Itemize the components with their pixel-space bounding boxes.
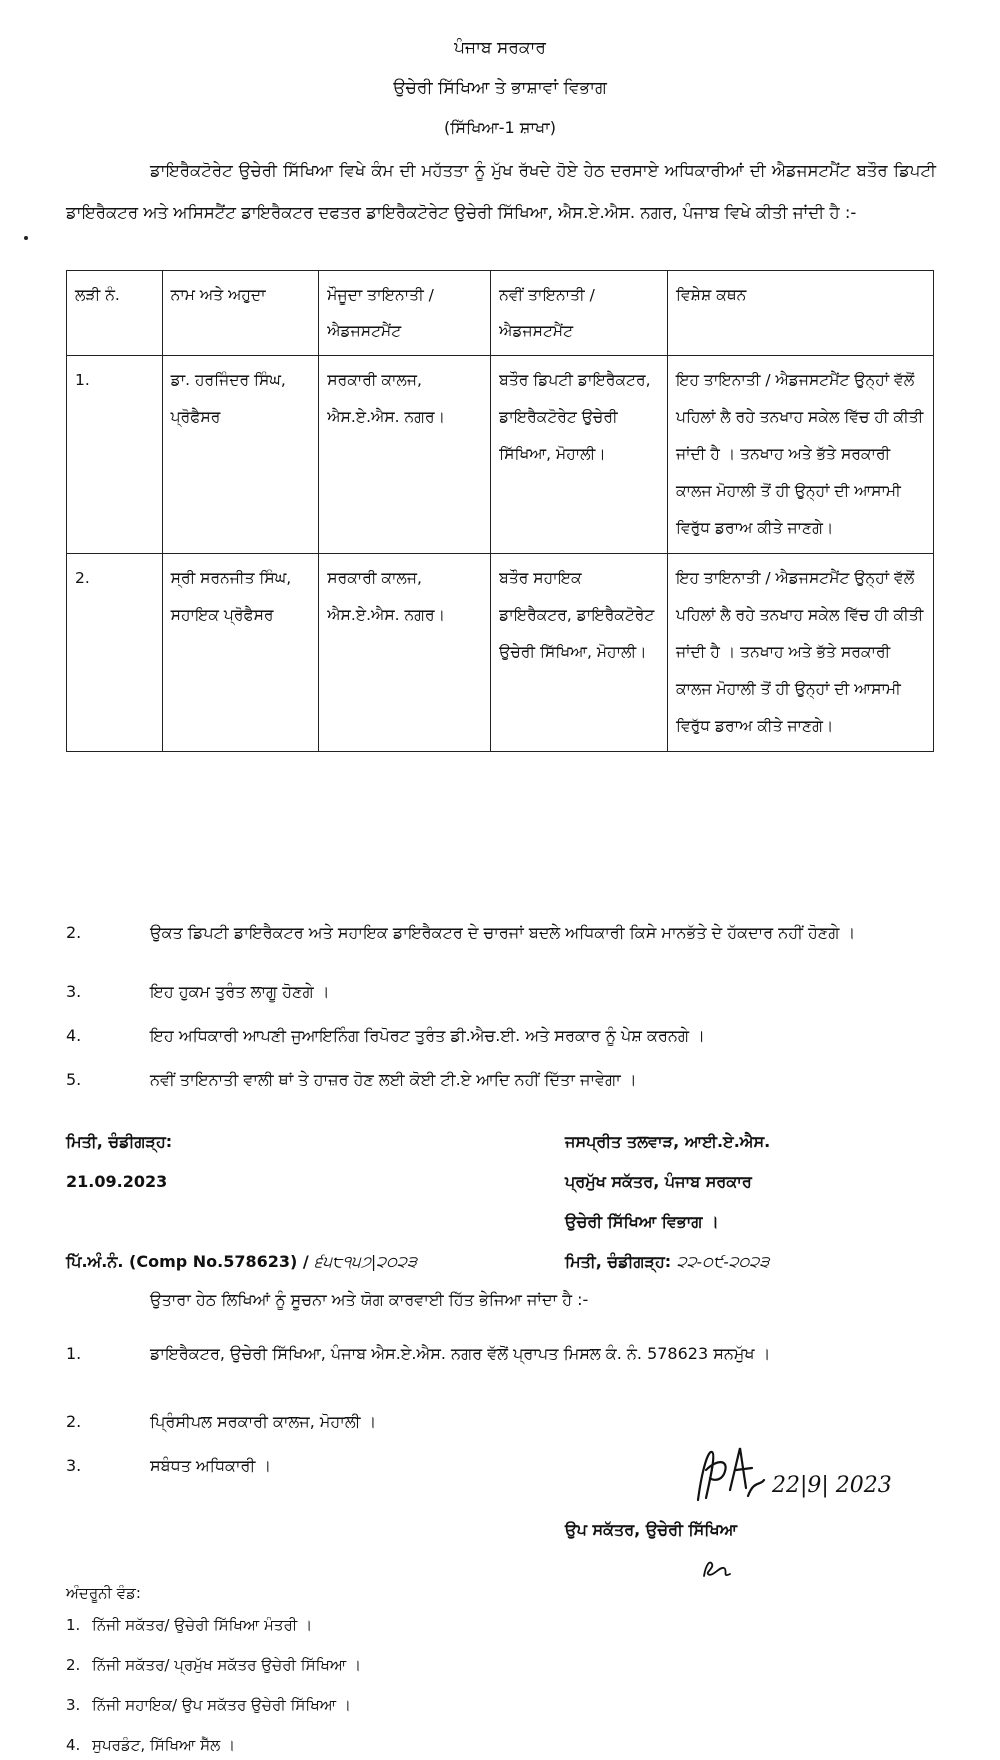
header-government: ਪੰਜਾਬ ਸਰਕਾਰ xyxy=(454,38,546,58)
endorsement-date-label: ਮਿਤੀ, ਚੰਡੀਗੜ੍ਹ: xyxy=(565,1252,672,1271)
signature-scribble xyxy=(690,1440,930,1520)
reference-prefix: ਪਿੱ.ਅੰ.ਨੰ. (Comp No.578623) / xyxy=(66,1252,309,1271)
copy-text: ਪ੍ਰਿੰਸੀਪਲ ਸਰਕਾਰੀ ਕਾਲਜ, ਮੋਹਾਲੀ । xyxy=(150,1412,377,1431)
internal-number: 1. xyxy=(66,1616,81,1634)
cell-name: ਡਾ. ਹਰਜਿੰਦਰ ਸਿੰਘ, ਪ੍ਰੋਫੈਸਰ xyxy=(162,356,319,554)
header-serial: ਲੜੀ ਨੰ. xyxy=(67,271,163,356)
point-number: 3. xyxy=(66,982,82,1001)
point-number: 4. xyxy=(66,1026,82,1045)
internal-text: ਨਿੱਜੀ ਸਕੱਤਰ/ ਪ੍ਰਮੁੱਖ ਸਕੱਤਰ ਉਚੇਰੀ ਸਿੱਖਿਆ । xyxy=(92,1656,362,1674)
handwritten-initial xyxy=(700,1556,734,1587)
cell-serial: 2. xyxy=(67,554,163,752)
point-text: ਇਹ ਹੁਕਮ ਤੁਰੰਤ ਲਾਗੂ ਹੋਣਗੇ । xyxy=(150,982,330,1001)
copy-text: ਡਾਇਰੈਕਟਰ, ਉਚੇਰੀ ਸਿੱਖਿਆ, ਪੰਜਾਬ ਐਸ.ਏ.ਐਸ. ਨਗਰ ਵੱਲੋਂ ਪ੍ਰਾਪਤ ਮਿਸਲ ਕੰ. ਨੰ. 578623 ਸਨਮੁੱਖ । xyxy=(150,1344,771,1363)
table-row xyxy=(67,356,934,554)
copy-number: 2. xyxy=(66,1412,82,1431)
endorsement-date xyxy=(565,1252,769,1272)
cell-new-posting: ਬਤੌਰ ਡਿਪਟੀ ਡਾਇਰੈਕਟਰ, ਡਾਇਰੈਕਟੋਰੇਟ ਉਚੇਰੀ ਸਿੱਖਿਆ, ਮੋਹਾਲੀ। xyxy=(491,356,668,554)
header-current-posting: ਮੌਜੂਦਾ ਤਾਇਨਾਤੀ / ਐਡਜਸਟਮੈਂਟ xyxy=(319,271,491,356)
copy-text: ਸਬੰਧਤ ਅਧਿਕਾਰੀ । xyxy=(150,1456,272,1475)
officer-department: ਉਚੇਰੀ ਸਿੱਖਿਆ ਵਿਭਾਗ । xyxy=(565,1212,719,1231)
internal-number: 3. xyxy=(66,1696,81,1714)
internal-text: ਸੁਪਰਡੰਟ, ਸਿੱਖਿਆ ਸੈੱਲ । xyxy=(92,1736,236,1754)
signature-date: 22|9| 2023 xyxy=(772,1473,892,1498)
cell-current-posting: ਸਰਕਾਰੀ ਕਾਲਜ, ਐਸ.ਏ.ਐਸ. ਨਗਰ। xyxy=(319,356,491,554)
cell-new-posting: ਬਤੌਰ ਸਹਾਇਕ ਡਾਇਰੈਕਟਰ, ਡਾਇਰੈਕਟੋਰੇਟ ਉਚੇਰੀ ਸਿੱਖਿਆ, ਮੋਹਾਲੀ। xyxy=(491,554,668,752)
intro-paragraph: ਡਾਇਰੈਕਟੋਰੇਟ ਉਚੇਰੀ ਸਿੱਖਿਆ ਵਿਖੇ ਕੰਮ ਦੀ ਮਹੱਤਤਾ ਨੂੰ ਮੁੱਖ ਰੱਖਦੇ ਹੋਏ ਹੇਠ ਦਰਸਾਏ ਅਧਿਕਾਰੀਆਂ ਦੀ ਐਡਜਸਟਮੈਂਟ ਬਤੌਰ ਡਿਪਟੀ ਡਾਇਰੈਕਟਰ ਅਤੇ ਅਸਿਸਟੈਂਟ ਡਾਇਰੈਕਟਰ ਦਫਤਰ ਡਾਇਰੈਕਟੋਰੇਟ ਉਚੇਰੀ ਸਿੱਖਿਆ, ਐਸ.ਏ.ਐਸ. ਨਗਰ, ਪੰਜਾਬ ਵਿਖੇ ਕੀਤੀ ਜਾਂਦੀ ਹੈ :- xyxy=(66,161,936,222)
point-2 xyxy=(66,912,936,954)
point-text: ਨਵੀਂ ਤਾਇਨਾਤੀ ਵਾਲੀ ਥਾਂ ਤੇ ਹਾਜ਼ਰ ਹੋਣ ਲਈ ਕੋਈ ਟੀ.ਏ ਆਦਿ ਨਹੀਂ ਦਿੱਤਾ ਜਾਵੇਗਾ । xyxy=(150,1070,637,1089)
internal-item-3 xyxy=(66,1696,351,1714)
initial-scribble xyxy=(700,1556,734,1582)
endorsement-date-handwritten: ੨੨-੦੯-੨੦੨੩ xyxy=(676,1252,770,1271)
internal-text: ਨਿੱਜੀ ਸਕੱਤਰ/ ਉਚੇਰੀ ਸਿੱਖਿਆ ਮੰਤਰੀ । xyxy=(92,1616,313,1634)
cell-current-posting: ਸਰਕਾਰੀ ਕਾਲਜ, ਐਸ.ਏ.ਐਸ. ਨਗਰ। xyxy=(319,554,491,752)
copy-number: 1. xyxy=(66,1344,82,1363)
point-3 xyxy=(66,982,936,1002)
point-4 xyxy=(66,1026,936,1046)
point-number: 5. xyxy=(66,1070,82,1089)
internal-item-2 xyxy=(66,1656,361,1674)
point-text: ਇਹ ਅਧਿਕਾਰੀ ਆਪਣੀ ਜੁਆਇਨਿੰਗ ਰਿਪੋਰਟ ਤੁਰੰਤ ਡੀ.ਐਚ.ਈ. ਅਤੇ ਸਰਕਾਰ ਨੂੰ ਪੇਸ਼ ਕਰਨਗੇ । xyxy=(150,1026,705,1045)
header-remarks: ਵਿਸ਼ੇਸ਼ ਕਥਨ xyxy=(667,271,933,356)
order-date: 21.09.2023 xyxy=(66,1172,168,1191)
margin-dot xyxy=(24,236,28,240)
cell-serial: 1. xyxy=(67,356,163,554)
handwritten-signature xyxy=(690,1440,930,1525)
officer-title: ਪ੍ਰਮੁੱਖ ਸਕੱਤਰ, ਪੰਜਾਬ ਸਰਕਾਰ xyxy=(565,1172,752,1191)
header-department: ਉਚੇਰੀ ਸਿੱਖਿਆ ਤੇ ਭਾਸ਼ਾਵਾਂ ਵਿਭਾਗ xyxy=(393,78,607,98)
header-name: ਨਾਮ ਅਤੇ ਅਹੁਦਾ xyxy=(162,271,319,356)
internal-item-4 xyxy=(66,1736,235,1754)
internal-number: 2. xyxy=(66,1656,81,1674)
officer-name: ਜਸਪ੍ਰੀਤ ਤਲਵਾੜ, ਆਈ.ਏ.ਐਸ. xyxy=(565,1132,771,1151)
point-5 xyxy=(66,1070,936,1090)
copy-intro: ਉਤਾਰਾ ਹੇਠ ਲਿਖਿਆਂ ਨੂੰ ਸੂਚਨਾ ਅਤੇ ਯੋਗ ਕਾਰਵਾਈ ਹਿੱਤ ਭੇਜਿਆ ਜਾਂਦਾ ਹੈ :- xyxy=(150,1290,589,1309)
copy-number: 3. xyxy=(66,1456,82,1475)
point-text: ਉਕਤ ਡਿਪਟੀ ਡਾਇਰੈਕਟਰ ਅਤੇ ਸਹਾਇਕ ਡਾਇਰੈਕਟਰ ਦੇ ਚਾਰਜਾਂ ਬਦਲੇ ਅਧਿਕਾਰੀ ਕਿਸੇ ਮਾਨਭੱਤੇ ਦੇ ਹੱਕਦਾਰ ਨਹੀਂ ਹੋਣਗੇ । xyxy=(150,923,856,942)
table-row xyxy=(67,554,934,752)
table-header-row xyxy=(67,271,934,356)
internal-item-1 xyxy=(66,1616,312,1634)
cell-name: ਸ੍ਰੀ ਸਰਨਜੀਤ ਸਿੰਘ, ਸਹਾਇਕ ਪ੍ਰੋਫੈਸਰ xyxy=(162,554,319,752)
cell-remarks: ਇਹ ਤਾਇਨਾਤੀ / ਐਡਜਸਟਮੈਂਟ ਉਨ੍ਹਾਂ ਵੱਲੋਂ ਪਹਿਲਾਂ ਲੈ ਰਹੇ ਤਨਖਾਹ ਸਕੇਲ ਵਿੱਚ ਹੀ ਕੀਤੀ ਜਾਂਦੀ ਹੈ । ਤਨਖਾਹ ਅਤੇ ਭੱਤੇ ਸਰਕਾਰੀ ਕਾਲਜ ਮੋਹਾਲੀ ਤੋਂ ਹੀ ਉਨ੍ਹਾਂ ਦੀ ਆਸਾਮੀ ਵਿਰੁੱਧ ਡਰਾਅ ਕੀਤੇ ਜਾਣਗੇ। xyxy=(667,554,933,752)
header-new-posting: ਨਵੀਂ ਤਾਇਨਾਤੀ / ਐਡਜਸਟਮੈਂਟ xyxy=(491,271,668,356)
endorsement-reference xyxy=(66,1252,417,1272)
copy-item-2 xyxy=(66,1412,936,1432)
copy-item-1 xyxy=(66,1334,936,1374)
internal-text: ਨਿੱਜੀ ਸਹਾਇਕ/ ਉਪ ਸਕੱਤਰ ਉਚੇਰੀ ਸਿੱਖਿਆ । xyxy=(92,1696,351,1714)
header-branch: (ਸਿੱਖਿਆ-1 ਸ਼ਾਖਾ) xyxy=(444,118,556,137)
internal-number: 4. xyxy=(66,1736,81,1754)
reference-handwritten: ੬੫੮੧੫੭|੨੦੨੩ xyxy=(314,1252,417,1271)
cell-remarks: ਇਹ ਤਾਇਨਾਤੀ / ਐਡਜਸਟਮੈਂਟ ਉਨ੍ਹਾਂ ਵੱਲੋਂ ਪਹਿਲਾਂ ਲੈ ਰਹੇ ਤਨਖਾਹ ਸਕੇਲ ਵਿੱਚ ਹੀ ਕੀਤੀ ਜਾਂਦੀ ਹੈ । ਤਨਖਾਹ ਅਤੇ ਭੱਤੇ ਸਰਕਾਰੀ ਕਾਲਜ ਮੋਹਾਲੀ ਤੋਂ ਹੀ ਉਨ੍ਹਾਂ ਦੀ ਆਸਾਮੀ ਵਿਰੁੱਧ ਡਰਾਅ ਕੀਤੇ ਜਾਣਗੇ। xyxy=(667,356,933,554)
deputy-secretary: ਉਪ ਸਕੱਤਰ, ਉਚੇਰੀ ਸਿੱਖਿਆ xyxy=(565,1520,738,1539)
internal-distribution-title: ਅੰਦਰੂਨੀ ਵੰਡ: xyxy=(66,1584,141,1602)
place-label: ਮਿਤੀ, ਚੰਡੀਗੜ੍ਹ: xyxy=(66,1132,173,1151)
adjustment-table xyxy=(66,270,934,752)
point-number: 2. xyxy=(66,923,82,942)
